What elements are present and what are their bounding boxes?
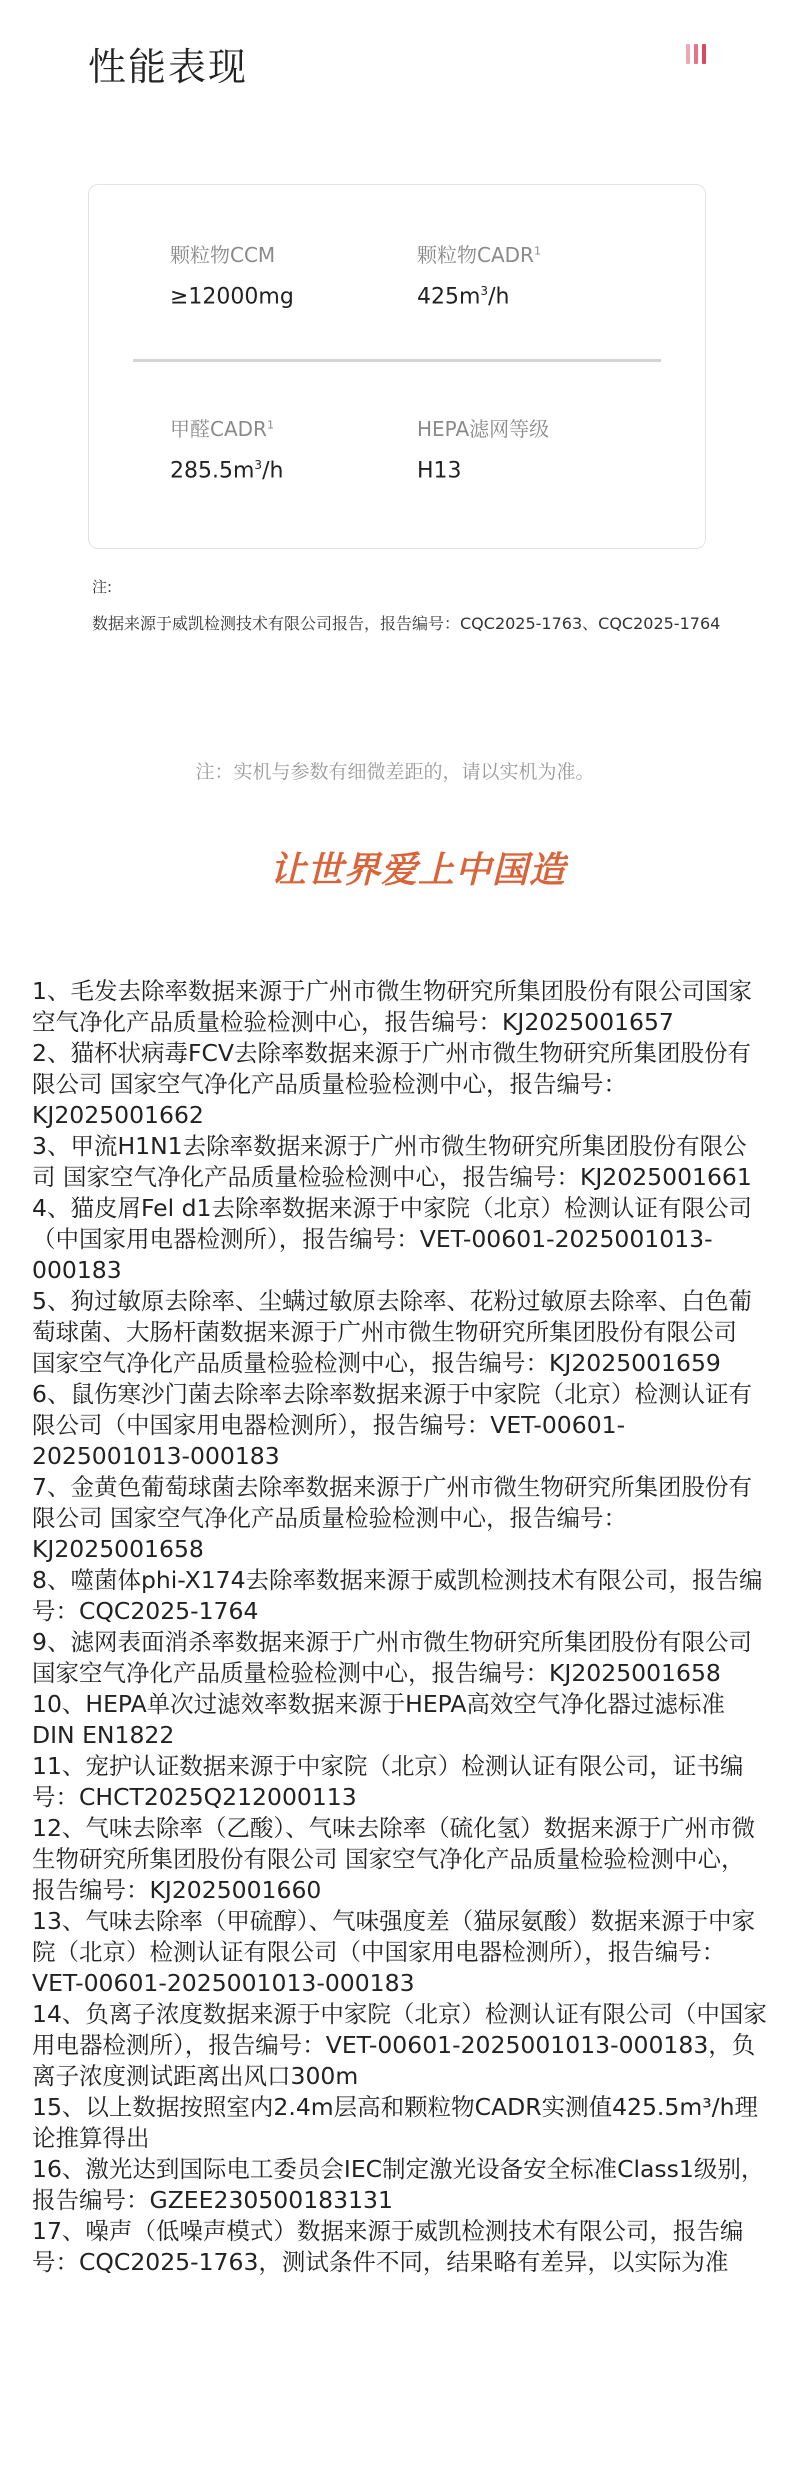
footnote-item: 14、负离子浓度数据来源于中家院（北京）检测认证有限公司（中国家用电器检测所），报告编号：VET-00601-2025001013-000183，负离子浓度测试距离出风口300m xyxy=(32,2000,767,2090)
footnote-item: 15、以上数据按照室内2.4m层高和颗粒物CADR实测值425.5m³/h理论推算得出 xyxy=(32,2093,758,2152)
footnote-item: 7、金黄色葡萄球菌去除率数据来源于广州市微生物研究所集团股份有限公司 国家空气净化产品质量检验检测中心，报告编号：KJ2025001658 xyxy=(32,1473,752,1563)
footnote-item: 3、甲流H1N1去除率数据来源于广州市微生物研究所集团股份有限公司 国家空气净化产品质量检验检测中心，报告编号：KJ2025001661 xyxy=(32,1132,752,1191)
menu-icon[interactable] xyxy=(686,44,708,66)
spec-value: 285.5m xyxy=(170,458,255,484)
spec-card xyxy=(88,184,706,549)
footnote-item: 1、毛发去除率数据来源于广州市微生物研究所集团股份有限公司国家空气净化产品质量检验检测中心，报告编号：KJ2025001657 xyxy=(32,977,752,1036)
footnote-item: 16、激光达到国际电工委员会IEC制定激光设备安全标准Class1级别，报告编号：GZEE230500183131 xyxy=(32,2155,765,2214)
spec-divider xyxy=(133,359,661,362)
spec-label: 甲醛CADR xyxy=(170,417,267,441)
footnote-item: 11、宠护认证数据来源于中家院（北京）检测认证有限公司，证书编号：CHCT2025Q212000113 xyxy=(32,1752,744,1811)
footnote-item: 4、猫皮屑Fel d1去除率数据来源于中家院（北京）检测认证有限公司（中国家用电器检测所），报告编号：VET-00601-2025001013-000183 xyxy=(32,1194,753,1284)
spec-value: 425m xyxy=(417,284,481,310)
footnote-item: 8、噬菌体phi-X174去除率数据来源于威凯检测技术有限公司，报告编号：CQC2025-1764 xyxy=(32,1566,763,1625)
spec-value: H13 xyxy=(417,458,462,484)
spec-ccm xyxy=(170,239,294,309)
page-title: 性能表现 xyxy=(88,45,249,89)
slogan-text: 让世界爱上中国造 xyxy=(269,849,567,891)
footnote-item: 2、猫杯状病毒FCV去除率数据来源于广州市微生物研究所集团股份有限公司 国家空气净化产品质量检验检测中心，报告编号：KJ2025001662 xyxy=(32,1039,751,1129)
spec-hepa-grade xyxy=(417,413,549,483)
spec-label: 颗粒物CADR xyxy=(417,243,534,267)
note-title: 注: xyxy=(92,578,113,596)
footnote-item: 13、气味去除率（甲硫醇）、气味强度差（猫尿氨酸）数据来源于中家院（北京）检测认证有限公司（中国家用电器检测所），报告编号：VET-00601-2025001013-000183 xyxy=(32,1907,756,1997)
spec-value: ≥12000mg xyxy=(170,284,294,310)
footnote-item: 12、气味去除率（乙酸）、气味去除率（硫化氢）数据来源于广州市微生物研究所集团股份有限公司 国家空气净化产品质量检验检测中心，报告编号：KJ2025001660 xyxy=(32,1814,756,1904)
slogan-logo xyxy=(268,838,568,898)
footnote-item: 10、HEPA单次过滤效率数据来源于HEPA高效空气净化器过滤标准DIN EN1822 xyxy=(32,1690,725,1749)
footnotes xyxy=(32,976,767,2278)
footnote-item: 9、滤网表面消杀率数据来源于广州市微生物研究所集团股份有限公司 国家空气净化产品质量检验检测中心，报告编号：KJ2025001658 xyxy=(32,1628,752,1687)
spec-label: HEPA滤网等级 xyxy=(417,417,550,441)
footnote-item: 17、噪声（低噪声模式）数据来源于威凯检测技术有限公司，报告编号：CQC2025-1763，测试条件不同，结果略有差异，以实际为准 xyxy=(32,2217,744,2276)
spec-label: 颗粒物CCM xyxy=(170,243,276,267)
note-text: 数据来源于威凯检测技术有限公司报告，报告编号：CQC2025-1763、CQC2025-1764 xyxy=(92,614,721,633)
footnote-item: 5、狗过敏原去除率、尘螨过敏原去除率、花粉过敏原去除率、白色葡萄球菌、大肠杆菌数据来源于广州市微生物研究所集团股份有限公司 国家空气净化产品质量检验检测中心，报告编号：KJ2025001659 xyxy=(32,1287,752,1377)
spec-particle-cadr: 颗粒物CADR$^1$ $425m^3/h$ xyxy=(417,243,541,310)
disclaimer: 注：实机与参数有细微差距的，请以实机为准。 xyxy=(195,761,595,783)
spec-formaldehyde-cadr: 甲醛CADR$^1$ $285.5m^3/h$ xyxy=(170,417,284,484)
footnote-item: 6、鼠伤寒沙门菌去除率去除率数据来源于中家院（北京）检测认证有限公司（中国家用电器检测所），报告编号：VET-00601-2025001013-000183 xyxy=(32,1380,752,1470)
